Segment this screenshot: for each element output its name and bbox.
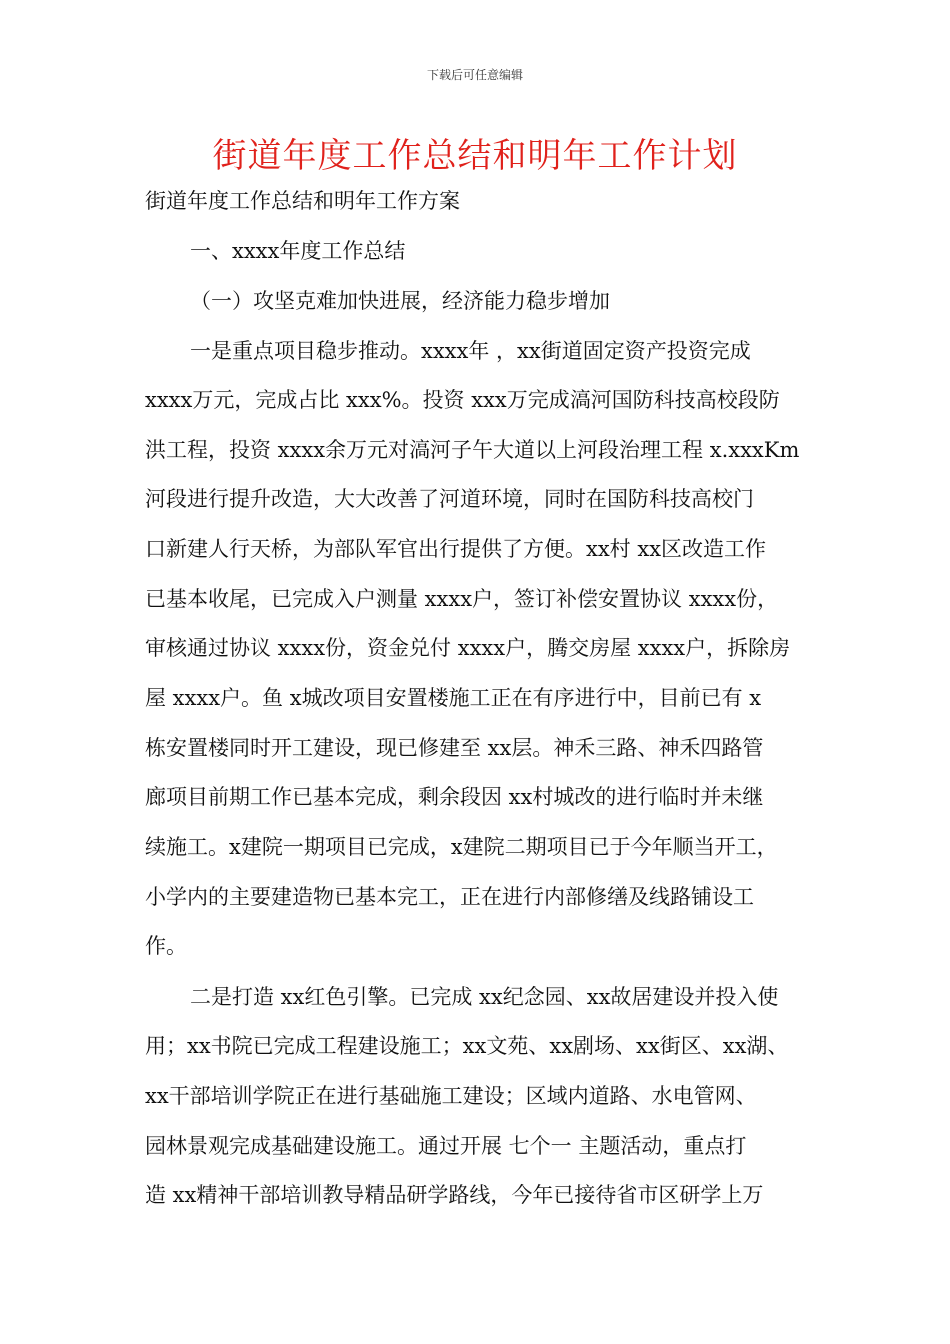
paragraph-line: 二是打造 xx红色引擎。已完成 xx纪念园、xx故居建设并投入使: [190, 985, 779, 1009]
paragraph-line: 一是重点项目稳步推动。xxxx年 ，xx街道固定资产投资完成: [190, 339, 751, 363]
paragraph-line: 续施工。x建院一期项目已完成，x建院二期项目已于今年顺当开工，: [145, 835, 778, 859]
document-subtitle: 街道年度工作总结和明年工作方案: [145, 189, 460, 213]
paragraph-line: 造 xx精神干部培训教导精品研学路线，今年已接待省市区研学上万: [145, 1183, 764, 1207]
document-title: 街道年度工作总结和明年工作计划: [212, 136, 738, 176]
paragraph-line: 口新建人行天桥，为部队军官出行提供了方便。xx村 xx区改造工作: [145, 537, 767, 561]
subsection-heading: （一）攻坚克难加快进展，经济能力稳步增加: [190, 289, 610, 313]
paragraph-line: 小学内的主要建造物已基本完工，正在进行内部修缮及线路铺设工: [145, 885, 754, 909]
header-note: 下载后可任意编辑: [426, 68, 523, 82]
paragraph-line: 屋 xxxx户。鱼 x城改项目安置楼施工正在有序进行中，目前已有 x: [145, 686, 762, 710]
paragraph-line: 审核通过协议 xxxx份，资金兑付 xxxx户，腾交房屋 xxxx户，拆除房: [145, 636, 791, 660]
paragraph-line: xx干部培训学院正在进行基础施工建设；区域内道路、水电管网、: [145, 1084, 757, 1108]
paragraph-line: 园林景观完成基础建设施工。通过开展 七个一 主题活动，重点打: [145, 1134, 747, 1158]
paragraph-line: 用；xx书院已完成工程建设施工；xx文苑、xx剧场、xx街区、xx湖、: [145, 1034, 789, 1058]
paragraph-line: 栋安置楼同时开工建设，现已修建至 xx层。神禾三路、神禾四路管: [145, 736, 764, 760]
section-heading: 一、xxxx年度工作总结: [190, 239, 406, 263]
paragraph-line: 洪工程，投资 xxxx余万元对滈河子午大道以上河段治理工程 x.xxxKm: [145, 438, 800, 462]
paragraph-line: 已基本收尾，已完成入户测量 xxxx户，签订补偿安置协议 xxxx份，: [145, 587, 779, 611]
paragraph-line: xxxx万元，完成占比 xxx%。投资 xxx万完成滈河国防科技高校段防: [145, 388, 780, 412]
paragraph-line: 作。: [145, 934, 187, 958]
paragraph-line: 河段进行提升改造，大大改善了河道环境，同时在国防科技高校门: [145, 487, 754, 511]
paragraph-line: 廊项目前期工作已基本完成，剩余段因 xx村城改的进行临时并未继: [145, 785, 764, 809]
